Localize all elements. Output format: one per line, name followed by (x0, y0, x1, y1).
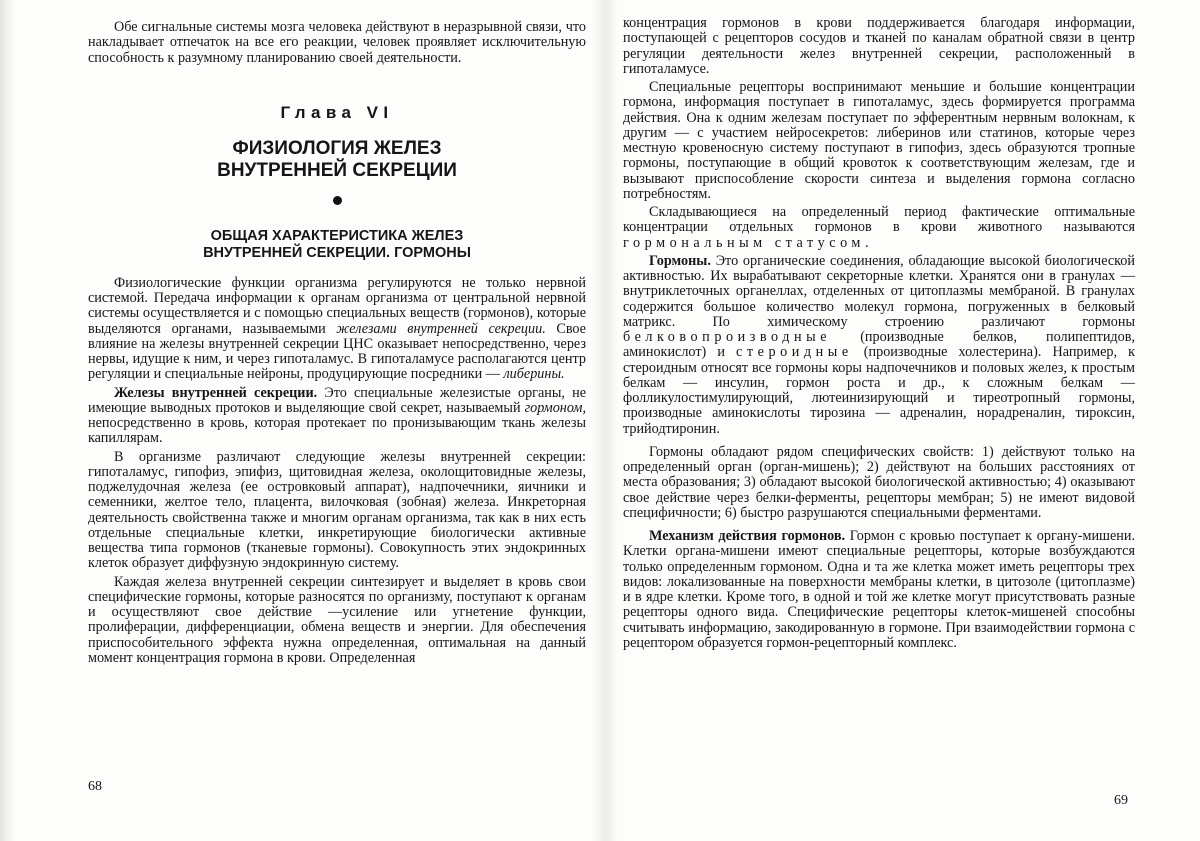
paragraph-text: (производные холестерина). Например, к стероидным относят все гормоны коры надпочечников и половых желез, к простым белкам — инсулин, гормон роста и др., к сложным белкам — фолликулостимулирующий, лютеинизирующий и тиреотропный гормоны, производные аминокислоты тирозина — адреналин, норадреналин, тироксин, трийодтиронин. (623, 344, 1136, 437)
paragraph (88, 276, 586, 383)
paragraph-text: Складывающиеся на определенный период фактические оптимальные концентрации отдельных гормонов в крови животного называются (623, 204, 1135, 236)
bullet-separator (333, 196, 342, 205)
section-title: ОБЩАЯ ХАРАКТЕРИСТИКА ЖЕЛЕЗ ВНУТРЕННЕЙ СЕКРЕЦИИ. ГОРМОНЫ (203, 227, 471, 261)
paragraph-text: Это специальные железистые органы, не имеющие выводных протоков и выделяющие свой секрет, называемый (88, 384, 586, 416)
chapter-title: ФИЗИОЛОГИЯ ЖЕЛЕЗ ВНУТРЕННЕЙ СЕКРЕЦИИ (217, 137, 457, 181)
paragraph-text: Это органические соединения, обладающие высокой биологической активностью. Их вырабатывают секреторные клетки. Хранятся они в гранулах — внутриклеточных органеллах, отделенных от цитоплазмы мембраной. В гранулах содержится большое количество молекул гормона, погруженных в белковый матрикс. По химическому строению различают гормоны (623, 252, 1135, 330)
paragraph: В организме различают следующие железы внутренней секреции: гипоталамус, гипофиз, эпифиз, щитовидная железа, околощитовидные железы, поджелудочная железа (ее островковый аппарат), надпочечники, яичники и семенники, желтое тело, плацента, вилочковая (зобная) железа. Инкреторная деятельность свойственна также и многим органам организма, так как в них есть отдельные специальные клетки, инкретирующие биологически активные вещества типа гормонов (тканевые гормоны). Совокупность этих эндокринных клеток образует диффузную эндокринную систему. (88, 448, 586, 572)
spaced-term: гормональным статусом. (623, 234, 874, 251)
paragraph (88, 386, 586, 447)
page-number: 68 (88, 779, 102, 794)
book-gutter (592, 0, 618, 841)
opening-paragraph: Обе сигнальные системы мозга человека действуют в неразрывной связи, что накладывает отпечаток на все его реакции, человек проявляет исключительную способность к разумному планированию своей деятельности. (88, 19, 586, 66)
chapter-label: Глава VI (280, 102, 394, 122)
left-page (88, 0, 586, 666)
page-edge-shadow (0, 0, 14, 841)
paragraph-lead: Механизм действия гормонов. (649, 528, 846, 544)
paragraph (623, 529, 1135, 651)
paragraph-lead: Железы внутренней секреции. (114, 384, 318, 401)
paragraph-text: (производные белков, полипептидов, аминокислот) и (623, 329, 1135, 361)
page-number: 69 (1114, 793, 1128, 808)
paragraph (623, 205, 1135, 251)
paragraph-text: Физиологические функции организма регулируются не только нервной системой. Передача информации к органам организма от центральной нервной системы осуществляется и с помощью специальных веществ (гормонов), которые выделяются органами, называемыми (88, 274, 586, 337)
paragraph-text: непосредственно в кровь, которая протекает по пронизывающим ткань железы капиллярам. (88, 415, 586, 447)
spaced-term: стероидные (736, 344, 853, 361)
right-page (623, 0, 1135, 651)
paragraph: Специальные рецепторы воспринимают меньшие и большие концентрации гормона, информация поступает в гипоталамус, здесь формируется программа действия. Она к одним железам поступает по эфферентным нервным волокнам, к другим — с участием нейросекретов: либеринов или статинов, которые через местную кровеносную систему поступают в гипофиз, здесь образуются тропные гормоны, поступающие в общий кровоток к соответствующим железам, где и вызывают приспособление скорости синтеза и выделения гормона согласно потребностям. (623, 79, 1135, 202)
italic-term: гормоном, (524, 399, 586, 416)
paragraph-text: Гормон с кровью поступает к органу-мишени. Клетки органа-мишени имеют специальные рецепторы, которые возбуждаются только определенным гормоном. Одна и та же клетка может иметь рецепторы трех видов: локализованные на поверхности мембраны клетки, в цитозоле (цитоплазме) и в ядре клетки. Кроме того, в одной и той же клетке могут присутствовать разные рецепторы одного вида. Специфические рецепторы клеток-мишеней способны считывать информацию, закодированную в гормоне. При взаимодействии гормона с рецептором образуется гормон-рецепторный комплекс. (623, 528, 1135, 651)
italic-term: либерины. (503, 366, 565, 383)
italic-term: железами внутренней секреции. (336, 320, 546, 337)
spaced-term: белковопроизводные (623, 329, 832, 345)
paragraph: концентрация гормонов в крови поддерживается благодаря информации, поступающей с рецепторов сосудов и тканей по каналам обратной связи в центр регуляции деятельности желез внутренней секреции, расположенный в гипоталамусе. (623, 15, 1135, 77)
paragraph: Каждая железа внутренней секреции синтезирует и выделяет в кровь свои специфические гормоны, которые разносятся по организму, поступают к органам и осуществляют свое действие —усиление или угнетение функции, пролиферации, дифференциации, обмена веществ и энергии. Для обеспечения приспособительного эффекта нужна определенная, оптимальная на данный момент концентрация гормона в крови. Определенная (88, 573, 586, 666)
paragraph (623, 254, 1135, 437)
paragraph-lead: Гормоны. (649, 252, 711, 269)
paragraph-text: Свое влияние на железы внутренней секреции ЦНС оказывает непосредственно, через нервы, идущие к ним, и через гипоталамус. В гипоталамусе располагаются центр регуляции и специальные нейроны, продуцирующие посредники — (88, 320, 586, 383)
paragraph: Гормоны обладают рядом специфических свойств: 1) действуют только на определенный орган (орган-мишень); 2) действуют на больших расстояниях от места образования; 3) обладают высокой биологической активностью; 4) оказывают свое действие через белки-ферменты, рецепторы мембран; 5) не имеют видовой специфичности; 6) быстро разрушаются специальными ферментами. (623, 443, 1135, 521)
